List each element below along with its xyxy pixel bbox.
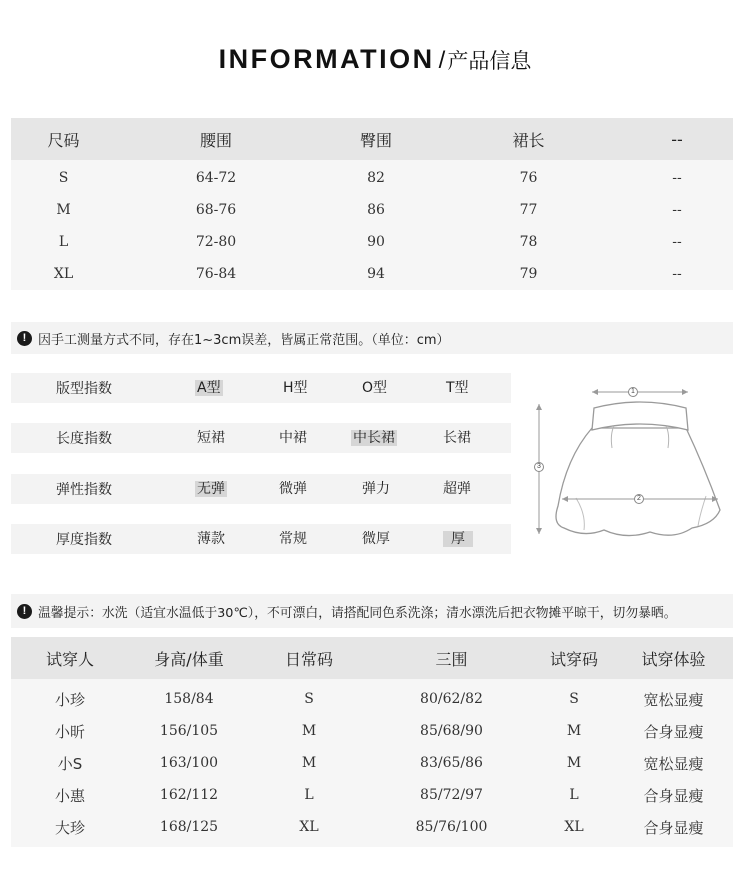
size-header-hip: 臀围: [359, 130, 392, 150]
hip-cell: 90: [367, 234, 385, 250]
measurements-cell: 85/72/97: [420, 787, 483, 803]
experience-cell: 合身显瘦: [643, 722, 704, 741]
attribute-row-thickness: [11, 524, 511, 554]
daily-size-cell: M: [301, 723, 317, 739]
attribute-label: 弹性指数: [56, 482, 112, 498]
fit-header-model: 试穿人: [45, 649, 94, 669]
attribute-option: 微弹: [279, 481, 307, 497]
model-cell: 小珍: [54, 690, 85, 709]
table-row: [11, 162, 733, 194]
attribute-option: 超弹: [443, 481, 471, 497]
try-size-cell: M: [566, 723, 582, 739]
attribute-row-length: [11, 423, 511, 453]
attribute-option-selected: 中长裙: [353, 430, 395, 446]
measurements-cell: 83/65/86: [420, 755, 483, 771]
marker-hem: 2: [634, 494, 644, 504]
size-cell: XL: [53, 266, 74, 282]
size-table-body: [11, 160, 733, 290]
fit-table: [11, 637, 733, 847]
skirt-measurement-diagram: [528, 378, 738, 548]
attribute-option: T型: [446, 380, 469, 396]
attribute-label: 长度指数: [56, 431, 112, 447]
page-title: [0, 44, 750, 75]
title-separator: /: [438, 47, 446, 74]
attribute-row-elasticity: [11, 474, 511, 504]
table-row: [11, 811, 733, 843]
model-cell: 小昕: [54, 722, 85, 741]
measurements-cell: 85/68/90: [420, 723, 483, 739]
size-cell: L: [58, 234, 69, 250]
measurement-note: [11, 322, 733, 354]
size-header-extra: --: [671, 129, 683, 149]
waist-cell: 68-76: [195, 202, 237, 218]
fit-header-height-weight: 身高/体重: [154, 649, 224, 669]
marker-length: 3: [534, 462, 544, 472]
try-size-cell: M: [566, 755, 582, 771]
height-weight-cell: 156/105: [159, 723, 219, 739]
extra-cell: --: [672, 234, 682, 250]
attribute-option-selected: 无弹: [197, 481, 225, 497]
fit-table-body: [11, 679, 733, 847]
length-cell: 79: [519, 266, 538, 282]
attribute-option: 长裙: [443, 430, 471, 446]
attribute-option: 薄款: [197, 531, 225, 547]
fit-header-try-size: 试穿码: [549, 649, 598, 669]
table-row: [11, 226, 733, 258]
hip-cell: 86: [367, 202, 385, 218]
table-row: [11, 258, 733, 290]
model-cell: 小S: [57, 754, 83, 773]
measurement-note-text: 因手工测量方式不同，存在1~3cm误差，皆属正常范围。（单位：cm）: [38, 332, 450, 348]
care-note: [11, 594, 733, 628]
height-weight-cell: 168/125: [159, 819, 219, 835]
size-cell: M: [56, 202, 71, 218]
skirt-diagram-icon: [528, 378, 738, 548]
size-header-size: 尺码: [47, 130, 80, 150]
table-row: [11, 683, 733, 715]
title-en: INFORMATION: [218, 44, 435, 74]
table-row: [11, 747, 733, 779]
daily-size-cell: L: [304, 787, 314, 803]
daily-size-cell: M: [301, 755, 317, 771]
model-cell: 小惠: [54, 786, 85, 805]
size-header-length: 裙长: [512, 130, 545, 150]
attribute-option: H型: [283, 380, 308, 396]
attribute-option-selected: 厚: [443, 531, 473, 547]
title-cn: 产品信息: [447, 49, 532, 73]
attribute-row-fit: [11, 373, 511, 403]
size-table: [11, 118, 733, 290]
fit-header-experience: 试穿体验: [641, 649, 706, 669]
length-cell: 76: [519, 170, 538, 186]
table-row: [11, 715, 733, 747]
attribute-option: O型: [362, 380, 388, 396]
length-cell: 78: [519, 234, 538, 250]
extra-cell: --: [672, 202, 682, 218]
attribute-option: 中裙: [279, 430, 307, 446]
care-note-text: 温馨提示：水洗（适宜水温低于30℃），不可漂白，请搭配同色系洗涤；清水漂洗后把衣物摊平晾干，切勿暴晒。: [38, 605, 677, 621]
hip-cell: 82: [367, 170, 385, 186]
experience-cell: 合身显瘦: [643, 786, 704, 805]
attribute-label: 厚度指数: [56, 532, 112, 548]
size-table-header: [11, 118, 733, 160]
attribute-option: 短裙: [197, 430, 225, 446]
try-size-cell: L: [569, 787, 579, 803]
waist-cell: 76-84: [195, 266, 237, 282]
try-size-cell: S: [569, 691, 579, 707]
fit-header-measurements: 三围: [435, 649, 468, 669]
attribute-option-selected: A型: [197, 380, 221, 396]
warning-icon: !: [17, 331, 32, 346]
measurements-cell: 80/62/82: [420, 691, 483, 707]
attribute-option: 弹力: [362, 481, 390, 497]
model-cell: 大珍: [54, 818, 85, 837]
attribute-option: 微厚: [362, 531, 390, 547]
extra-cell: --: [672, 170, 682, 186]
height-weight-cell: 162/112: [159, 787, 219, 803]
fit-header-daily-size: 日常码: [284, 649, 333, 669]
daily-size-cell: S: [304, 691, 314, 707]
height-weight-cell: 163/100: [159, 755, 219, 771]
table-row: [11, 194, 733, 226]
waist-cell: 64-72: [195, 170, 237, 186]
table-row: [11, 779, 733, 811]
fit-table-header: [11, 637, 733, 679]
length-cell: 77: [519, 202, 538, 218]
warning-icon: !: [17, 604, 32, 619]
size-cell: S: [58, 170, 69, 186]
experience-cell: 合身显瘦: [643, 818, 704, 837]
marker-waist: 1: [628, 387, 638, 397]
experience-cell: 宽松显瘦: [643, 690, 704, 709]
experience-cell: 宽松显瘦: [643, 754, 704, 773]
measurements-cell: 85/76/100: [415, 819, 488, 835]
height-weight-cell: 158/84: [164, 691, 214, 707]
try-size-cell: XL: [564, 819, 584, 835]
size-header-waist: 腰围: [199, 130, 232, 150]
daily-size-cell: XL: [299, 819, 319, 835]
extra-cell: --: [672, 266, 682, 282]
waist-cell: 72-80: [195, 234, 237, 250]
attribute-option: 常规: [279, 531, 307, 547]
attribute-label: 版型指数: [56, 381, 112, 397]
hip-cell: 94: [367, 266, 385, 282]
